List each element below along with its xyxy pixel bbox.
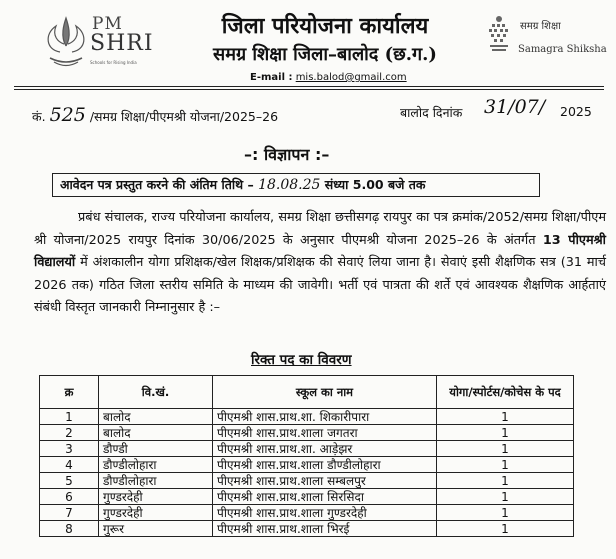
cell-block: बालोद bbox=[99, 425, 213, 441]
notice-heading: –: विज्ञापन :– bbox=[244, 145, 330, 164]
cell-posts: 1 bbox=[437, 489, 574, 505]
para-part-b: में अंशकालीन योगा प्रशिक्षक/खेल शिक्षक/प्रशिक्षक की सेवाएं लिया जाना है। सेवाएं इसी शैक्षणिक सत्र (31 मार्च 2026 तक) गठित जिला स्तरीय समिति के माध्यम की जावेगी। भर्ती एवं पात्रता की शर्ते एवं आवश्यक शैक्षणिक आर्हताएं संबंधी विस्तृत जानकारी निम्नानुसार है :– bbox=[34, 255, 606, 315]
cell-serial: 4 bbox=[40, 457, 99, 473]
cell-serial: 3 bbox=[40, 441, 99, 457]
cell-serial: 5 bbox=[40, 473, 99, 489]
cell-school: पीएमश्री शास.प्राथ.शाला भिरई bbox=[213, 521, 437, 537]
cell-school: पीएमश्री शास.प्राथ.शाला जगतरा bbox=[213, 425, 437, 441]
cell-serial: 6 bbox=[40, 489, 99, 505]
deadline-prefix: आवेदन पत्र प्रस्तुत करने की अंतिम तिथि – bbox=[60, 177, 254, 192]
logo-tagline: Schools for Rising India bbox=[90, 60, 137, 65]
cell-block: गुरूर bbox=[99, 521, 213, 537]
cell-block: गुण्डरदेही bbox=[99, 489, 213, 505]
reference-number bbox=[32, 104, 278, 126]
office-subtitle: समग्र शिक्षा जिला–बालोद (छ.ग.) bbox=[213, 44, 437, 65]
table-row bbox=[40, 489, 574, 505]
reference-prefix: कं. bbox=[32, 109, 46, 124]
logo-shri-text: SHRI bbox=[90, 31, 154, 56]
cell-school: पीएमश्री शास.प्राथ.शा. शिकारीपारा bbox=[213, 409, 437, 425]
cell-posts: 1 bbox=[437, 505, 574, 521]
cell-posts: 1 bbox=[437, 425, 574, 441]
reference-suffix: /समग्र शिक्षा/पीएमश्री योजना/2025–26 bbox=[89, 109, 279, 124]
vacancy-table bbox=[39, 375, 574, 537]
table-row bbox=[40, 457, 574, 473]
cell-school: पीएमश्री शास.प्राथ.शाला गुण्डरदेही bbox=[213, 505, 437, 521]
cell-posts: 1 bbox=[437, 521, 574, 537]
cell-school: पीएमश्री शास.प्राथ.शाला सिरसिदा bbox=[213, 489, 437, 505]
header-divider bbox=[14, 86, 604, 87]
header-block: वि.खं. bbox=[99, 376, 213, 409]
cell-school: पीएमश्री शास.प्राथ.शाला सम्बलपुर bbox=[213, 473, 437, 489]
header-posts: योगा/स्पोर्टस/कोचेस के पद bbox=[437, 376, 574, 409]
cell-block: गुण्डरदेही bbox=[99, 505, 213, 521]
cell-posts: 1 bbox=[437, 441, 574, 457]
office-title: जिला परियोजना कार्यालय bbox=[221, 13, 429, 39]
cell-block: डौण्डीलोहारा bbox=[99, 473, 213, 489]
handwritten-date: 31/07/ bbox=[484, 96, 546, 118]
table-header-row bbox=[40, 376, 574, 409]
cell-school: पीएमश्री शास.प्राथ.शा. आड़ेझर bbox=[213, 441, 437, 457]
logo-pm-text: PM bbox=[92, 14, 123, 34]
samagra-shiksha-hindi: समग्र शिक्षा bbox=[520, 21, 561, 32]
cell-serial: 7 bbox=[40, 505, 99, 521]
table-row bbox=[40, 425, 574, 441]
para-part-a: प्रबंध संचालक, राज्य परियोजना कार्यालय, समग्र शिक्षा छत्तीसगढ़ रायपुर का पत्र क्रमांक/2052/समग्र शिक्षा/पीएम श्री योजना/2025 रायपुर दिनांक 30/06/2025 के अनुसार पीएमश्री योजना 2025–26 के अंतर्गत bbox=[34, 210, 606, 248]
deadline-text bbox=[60, 176, 425, 193]
deadline-suffix: संध्या 5.00 बजे तक bbox=[324, 177, 426, 192]
flame-emblem-icon bbox=[48, 18, 84, 66]
header-school: स्कूल का नाम bbox=[213, 376, 437, 409]
date-year: 2025 bbox=[560, 104, 592, 119]
cell-block: डौण्डी bbox=[99, 441, 213, 457]
cell-posts: 1 bbox=[437, 409, 574, 425]
email-link[interactable]: mis.balod@gmail.com bbox=[295, 72, 407, 83]
table-row bbox=[40, 505, 574, 521]
header-divider-2 bbox=[14, 89, 604, 90]
cell-serial: 8 bbox=[40, 521, 99, 537]
cell-serial: 1 bbox=[40, 409, 99, 425]
vacancy-section-title: रिक्त पद का विवरण bbox=[251, 352, 352, 368]
notice-paragraph bbox=[34, 207, 606, 320]
cell-school: पीएमश्री शास.प्राथ.शाला डौण्डीलोहारा bbox=[213, 457, 437, 473]
place-date-label: बालोद दिनांक bbox=[400, 105, 463, 120]
cell-posts: 1 bbox=[437, 457, 574, 473]
deadline-date: 18.08.25 bbox=[258, 177, 321, 193]
email-label: E-mail : bbox=[250, 72, 293, 83]
header-serial: क्र bbox=[40, 376, 99, 409]
samagra-shiksha-english: Samagra Shiksha bbox=[518, 44, 607, 55]
table-row bbox=[40, 409, 574, 425]
samagra-shiksha-logo-icon bbox=[486, 14, 512, 56]
para-bold: 13 पीएमश्री विद्यालयों bbox=[34, 232, 606, 270]
email-row bbox=[250, 72, 407, 83]
table-row bbox=[40, 441, 574, 457]
reference-hand-number: 525 bbox=[49, 104, 86, 126]
table-row bbox=[40, 473, 574, 489]
cell-block: बालोद bbox=[99, 409, 213, 425]
table-row bbox=[40, 521, 574, 537]
cell-posts: 1 bbox=[437, 473, 574, 489]
cell-block: डौण्डीलोहारा bbox=[99, 457, 213, 473]
cell-serial: 2 bbox=[40, 425, 99, 441]
